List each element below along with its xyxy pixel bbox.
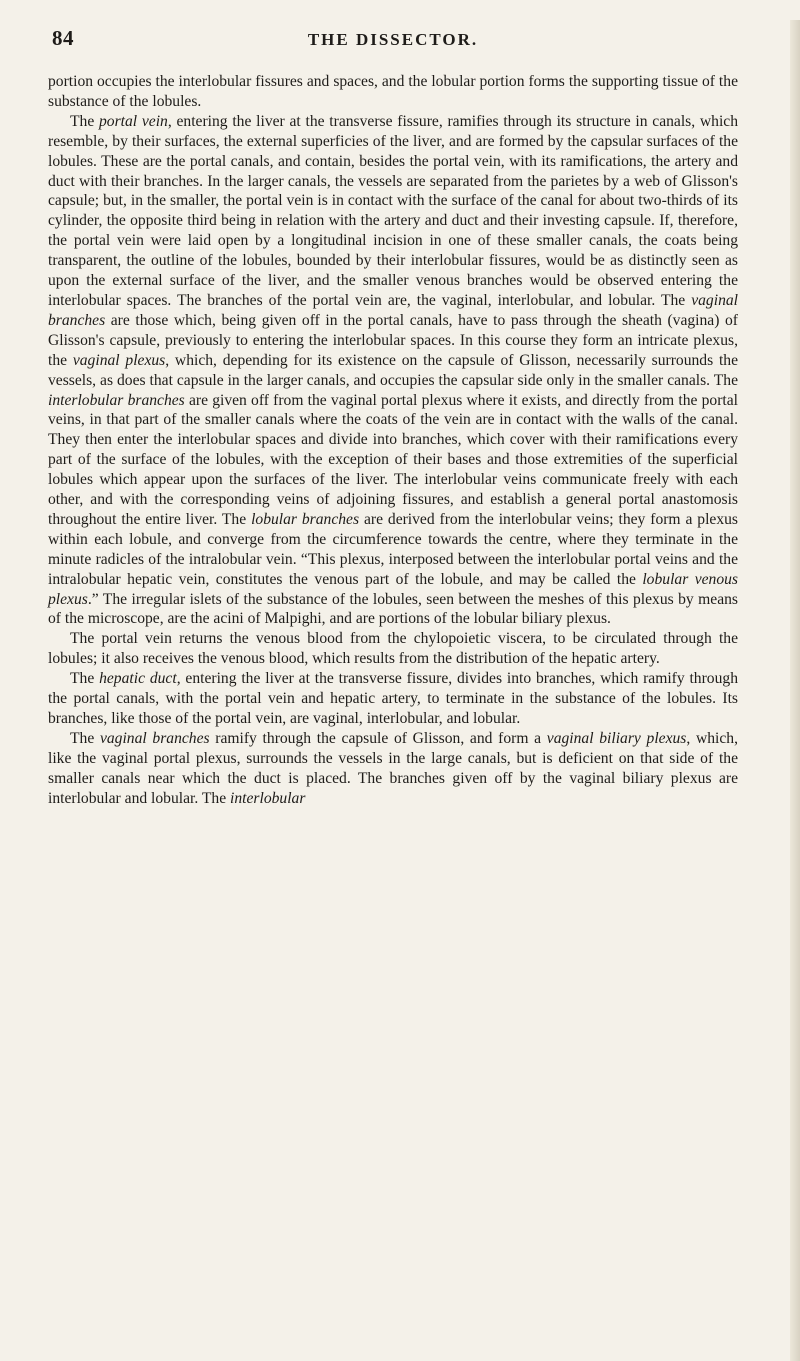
text-run: portion occupies the interlobular fissures and spaces, and the lobular portion forms the supporting tissue of the substance of the lobules. — [48, 73, 738, 110]
italic-term: portal vein — [99, 112, 168, 130]
text-run: The — [70, 112, 99, 130]
italic-term: interlobular branches — [48, 391, 185, 409]
italic-term: vaginal plexus — [72, 351, 166, 369]
italic-term: vaginal biliary plexus — [546, 729, 687, 747]
paragraph — [48, 729, 738, 809]
text-run: are derived from the interlobular veins; they form a plexus within each lobule, and converge from the circumference towards the centre, where they terminate in the minute radicles of the intralobular vein. “This plexus, interposed between the interlobular portal veins and the intralobular hepatic vein, constitutes the venous part of the lobule, and may be called the — [48, 510, 738, 588]
text-run: The — [70, 729, 100, 747]
paragraph — [48, 629, 738, 669]
page-edge — [790, 20, 800, 1361]
page-header — [48, 20, 738, 60]
italic-term: interlobular — [230, 789, 306, 807]
italic-term: hepatic duct — [99, 670, 177, 688]
running-head: THE DISSECTOR. — [307, 30, 479, 49]
italic-term: lobular venous plexus — [48, 570, 738, 608]
text-run: , entering the liver at the transverse fissure, ramifies through its structure in canals, which resemble, by their surfaces, the external superficies of the liver, and are formed by the capsular surfaces of the lobules. These are the portal canals, and contain, besides the portal vein, with its ramifications, the artery and duct with their branches. In the larger canals, the vessels are separated from the parietes by a web of Glisson's capsule; but, in the smaller, the portal vein is in contact with the surface of the canal for about two-thirds of its cylinder, the opposite third being in relation with the artery and duct and their investing capsule. If, therefore, the portal vein were laid open by a longitudinal incision in one of these smaller canals, the coats being transparent, the outline of the lobules, bounded by their interlobular fissures, would be as distinctly seen as upon the external surface of the liver, and the smaller venous branches would be observed entering the interlobular spaces. The branches of the portal vein are, the vaginal, interlobular, and lobular. The — [48, 112, 738, 309]
italic-term: vaginal branches — [48, 291, 738, 329]
text-run: , which, depending for its existence on the capsule of Glisson, necessarily surrounds the vessels, as does that capsule in the larger canals, and occupies the capsular side only in the smaller canals. The — [48, 351, 739, 389]
text-run: ramify through the capsule of Glisson, and form a — [209, 729, 547, 747]
italic-term: vaginal branches — [99, 729, 210, 747]
paragraph — [48, 112, 738, 630]
page-number: 84 — [52, 26, 74, 50]
text-run: , entering the liver at the transverse fissure, divides into branches, which ramify through the portal canals, with the portal vein and hepatic artery, to terminate in the substance of the lobules. Its branches, like those of the portal vein, are vaginal, interlobular, and lobular. — [48, 670, 738, 727]
book-page — [0, 20, 800, 1361]
text-run: The portal vein returns the venous blood from the chylopoietic viscera, to be circulated through the lobules; it also receives the venous blood, which results from the distribution of the hepatic artery. — [48, 630, 738, 668]
paragraph — [48, 669, 738, 729]
text-run: .” The irregular islets of the substance of the lobules, seen between the meshes of this plexus by means of the microscope, are the acini of Malpighi, and are portions of the lobular biliary plexus. — [48, 590, 738, 628]
text-run: , which, like the vaginal portal plexus, surrounds the vessels in the large canals, but is deficient on that side of the smaller canals near which the duct is placed. The branches given off by the vaginal biliary plexus are interlobular and lobular. The — [48, 729, 738, 807]
text-run: are those which, being given off in the portal canals, have to pass through the sheath (vagina) of Glisson's capsule, previously to entering the interlobular spaces. In this course they form an intricate plexus, the — [48, 311, 738, 369]
body-text — [48, 72, 738, 809]
italic-term: lobular branches — [251, 510, 360, 528]
text-run: are given off from the vaginal portal plexus where it exists, and directly from the portal veins, in that part of the smaller canals where the coats of the vein are in contact with the walls of the canal. They then enter the interlobular spaces and divide into branches, which cover with their ramifications every part of the surface of the lobules, with the exception of their bases and those extremities of the superficial lobules which appear upon the surfaces of the liver. The interlobular veins communicate freely with each other, and with the corresponding veins of adjoining fissures, and establish a general portal anastomosis throughout the entire liver. The — [48, 391, 738, 528]
paragraph — [48, 72, 738, 112]
text-run: The — [70, 670, 100, 688]
